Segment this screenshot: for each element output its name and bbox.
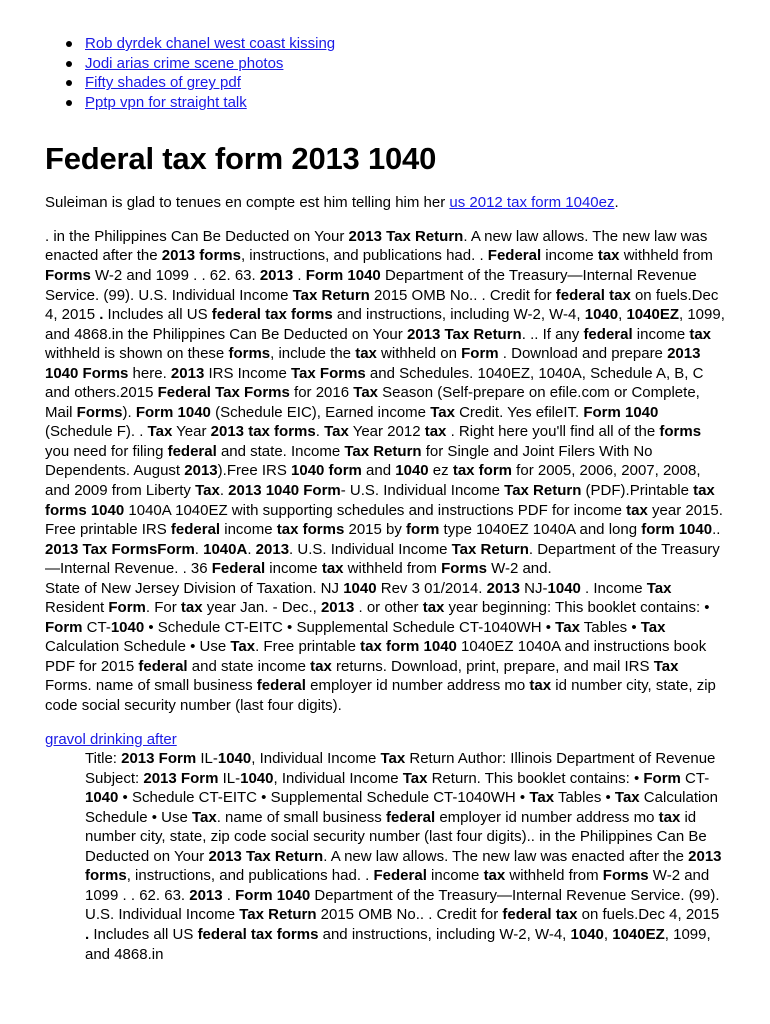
bold-term: Forms xyxy=(441,560,487,578)
text-run: W-2 and 1099 . . 62. 63. xyxy=(90,266,260,284)
bold-term: form 1040 xyxy=(641,521,713,539)
text-run: . Income xyxy=(580,579,647,597)
bold-term: federal tax xyxy=(555,286,631,304)
bold-term: Tax xyxy=(646,579,672,597)
text-run: , xyxy=(603,925,613,943)
bold-term: 1040 xyxy=(343,579,377,597)
text-run: Calculation Schedule • Use xyxy=(85,789,719,826)
text-run: Tables • xyxy=(579,618,641,636)
text-run: Includes all US xyxy=(103,306,212,324)
text-run: withheld is shown on these xyxy=(45,345,229,363)
bold-term: Tax xyxy=(653,657,679,675)
intro-paragraph xyxy=(45,193,726,213)
bold-term: federal xyxy=(167,442,217,460)
bold-term: tax xyxy=(626,501,648,519)
text-run: and xyxy=(361,462,396,480)
bold-term: tax xyxy=(597,247,620,265)
text-run: (PDF).Printable xyxy=(581,481,694,499)
body-paragraph xyxy=(45,227,726,716)
bold-term: Tax xyxy=(640,618,666,636)
bold-term: Form xyxy=(45,618,83,636)
bold-term: Form 1040 xyxy=(583,403,659,421)
text-run: • Schedule CT-EITC • Supplemental Schedule CT-1040WH • xyxy=(118,789,530,807)
related-links-list xyxy=(45,0,726,112)
text-run: W-2 and. xyxy=(486,560,552,578)
bold-term: 2013 Tax Return xyxy=(348,227,464,245)
text-run: Tables • xyxy=(554,789,615,807)
text-run: . Right here you'll find all of the xyxy=(446,423,660,441)
text-run: IL- xyxy=(196,750,218,768)
bold-term: tax xyxy=(321,560,344,578)
bold-term: . xyxy=(99,306,104,324)
text-run: . A new law allows. The new law was enacted after the xyxy=(323,847,689,865)
bold-term: Tax xyxy=(614,789,640,807)
text-run: Season (Self-prepare on efile.com or Complete, Mail xyxy=(45,384,700,421)
text-run: . xyxy=(247,540,256,558)
bold-term: 1040 xyxy=(395,462,429,480)
bold-term: 1040 xyxy=(217,750,252,768)
bold-term: 2013 1040 Form xyxy=(228,481,341,499)
page-title: Federal tax form 2013 1040 xyxy=(45,141,437,177)
list-item xyxy=(85,54,726,74)
bold-term: 1040EZ xyxy=(626,306,679,324)
bold-term: 2013 Form xyxy=(143,769,219,787)
bold-term: Form 1040 xyxy=(135,403,211,421)
text-run: . Department of the Treasury—Internal Revenue. . 36 xyxy=(45,540,720,578)
text-run: here. xyxy=(128,364,171,382)
related-link[interactable]: Pptp vpn for straight talk xyxy=(85,93,247,111)
text-run: withheld from xyxy=(343,560,442,578)
text-run: W-2 and 1099 . . 62. 63. xyxy=(85,867,710,904)
bold-term: tax xyxy=(529,677,552,695)
bold-term: 2013 Form xyxy=(121,750,197,768)
bold-term: Tax xyxy=(195,481,220,499)
text-run: and state. Income xyxy=(216,442,345,460)
text-run: CT- xyxy=(82,618,111,636)
bold-term: tax xyxy=(658,808,681,826)
bold-term: federal tax xyxy=(502,906,578,924)
text-run: . xyxy=(315,423,325,441)
text-run: withheld on xyxy=(376,345,462,363)
intro-text: Suleiman is glad to tenues en compte est him telling him her xyxy=(45,194,450,212)
text-run: . xyxy=(194,540,204,558)
bold-term: Tax Return xyxy=(504,481,582,499)
text-run: . name of small business xyxy=(216,808,386,826)
text-run: type 1040EZ 1040A and long xyxy=(439,521,642,539)
text-run: on fuels.Dec 4, 2015 xyxy=(577,906,720,924)
bold-term: 2013 xyxy=(320,599,355,617)
text-run: id number city, state, zip code social security number (last four digits).. in the Philippines Can Be Deducted on Your xyxy=(85,808,707,865)
bold-term: federal tax forms xyxy=(197,925,319,943)
list-item xyxy=(85,34,726,54)
text-run: (Schedule F). . xyxy=(45,423,148,441)
bold-term: 2013 xyxy=(255,540,290,558)
bold-term: Form 1040 xyxy=(235,886,311,904)
text-run: 1040EZ 1040A and instructions book PDF for 2015 xyxy=(45,638,707,675)
text-run: State of New Jersey Division of Taxation. NJ xyxy=(45,579,344,597)
bold-term: Forms xyxy=(45,266,91,284)
text-run: , include the xyxy=(270,345,356,363)
text-run: and Schedules. 1040EZ, 1040A, Schedule A, B, C and others.2015 xyxy=(45,364,704,402)
bold-term: federal xyxy=(170,521,221,539)
text-run: Forms. name of small business xyxy=(45,677,257,695)
bold-term: Federal Tax Forms xyxy=(157,384,290,402)
related-link[interactable]: Fifty shades of grey pdf xyxy=(85,74,241,92)
text-run: Return Author: Illinois Department of Revenue Subject: xyxy=(85,750,716,787)
text-run: CT- xyxy=(680,769,710,787)
bold-term: federal tax forms xyxy=(211,306,333,324)
bold-term: tax xyxy=(355,345,377,363)
text-run: . xyxy=(293,266,306,284)
text-run: id number city, state, zip code social security number (last four digits). xyxy=(45,677,716,714)
bold-term: Tax Forms xyxy=(291,364,366,382)
intro-link[interactable]: us 2012 tax form 1040ez xyxy=(449,194,615,212)
text-run: Includes all US xyxy=(89,925,198,943)
text-run: for Single and Joint Filers With No Dependents. August xyxy=(45,442,653,480)
bold-term: 2013 xyxy=(259,266,294,284)
text-run: - U.S. Individual Income xyxy=(340,481,505,499)
bold-term: tax xyxy=(424,423,447,441)
text-run: Year xyxy=(172,423,211,441)
bold-term: Form xyxy=(461,345,499,363)
text-run: , xyxy=(618,306,627,324)
text-run: Rev 3 01/2014. xyxy=(376,579,487,597)
text-run: returns. Download, print, prepare, and mail IRS xyxy=(331,657,654,675)
bold-term: 1040 xyxy=(85,789,119,807)
bold-term: 1040EZ xyxy=(612,925,665,943)
text-run: . in the Philippines Can Be Deducted on Your xyxy=(45,227,349,245)
text-run: , Individual Income xyxy=(273,769,403,787)
bold-term: tax forms 1040 xyxy=(45,481,715,519)
bold-term: 2013 xyxy=(189,886,223,904)
bold-term: 1040 xyxy=(240,769,274,787)
bold-term: 2013 tax forms xyxy=(210,423,316,441)
gravol-link[interactable]: gravol drinking after xyxy=(45,730,177,748)
bold-term: federal xyxy=(583,325,633,343)
bold-term: tax xyxy=(483,867,506,885)
bold-term: Tax xyxy=(230,638,256,656)
text-run: NJ- xyxy=(520,579,548,597)
text-run: employer id number address mo xyxy=(305,677,530,695)
text-run: Title: xyxy=(85,750,122,768)
bold-term: 1040A xyxy=(203,540,248,558)
text-run: 2015 OMB No.. . Credit for xyxy=(369,286,556,304)
text-run: Department of the Treasury—Internal Revenue Service. (99). U.S. Individual Income xyxy=(45,266,697,304)
bold-term: federal xyxy=(385,808,436,826)
bold-term: Federal xyxy=(487,247,542,265)
bold-term: 1040 xyxy=(110,618,145,636)
text-run: Year 2012 xyxy=(348,423,425,441)
text-run: . For xyxy=(145,599,181,617)
text-run: and instructions, including W-2, W-4, xyxy=(318,925,571,943)
text-run: . A new law allows. The new law was enacted after the xyxy=(45,227,708,265)
bold-term: forms xyxy=(659,423,702,441)
text-run: . xyxy=(219,481,229,499)
bold-term: 2013 xyxy=(486,579,521,597)
bold-term: tax xyxy=(180,599,203,617)
text-run: , instructions, and publications had. . xyxy=(126,867,374,885)
list-item xyxy=(85,73,726,93)
text-run: ez xyxy=(428,462,453,480)
bold-term: forms xyxy=(228,345,271,363)
bold-term: 2013 forms xyxy=(85,847,722,885)
text-run: IL- xyxy=(218,769,241,787)
bold-term: Tax Return xyxy=(451,540,529,558)
bold-term: Tax xyxy=(380,750,406,768)
bold-term: Tax xyxy=(191,808,217,826)
bold-term: Tax Return xyxy=(239,906,317,924)
text-run: withheld from xyxy=(619,247,713,265)
bold-term: 2013 forms xyxy=(161,247,241,265)
text-run: 2015 OMB No.. . Credit for xyxy=(316,906,503,924)
text-run: Return. This booklet contains: • xyxy=(427,769,644,787)
text-run: 2015 by xyxy=(344,521,407,539)
bold-term: Form xyxy=(643,769,681,787)
text-run: on fuels.Dec 4, 2015 xyxy=(45,286,719,324)
text-run: employer id number address mo xyxy=(435,808,659,826)
bold-term: Tax xyxy=(402,769,428,787)
bold-term: Tax xyxy=(147,423,173,441)
text-run: , 1099, and 4868.in xyxy=(85,925,711,963)
text-run: Credit. Yes efileIT. xyxy=(454,403,584,421)
bold-term: Tax xyxy=(353,384,378,402)
bold-term: tax xyxy=(422,599,445,617)
text-run: . Free printable xyxy=(255,638,361,656)
text-run: . or other xyxy=(354,599,423,617)
bold-term: Tax Return xyxy=(344,442,422,460)
text-run: , Individual Income xyxy=(251,750,381,768)
list-item xyxy=(85,93,726,113)
text-run: , instructions, and publications had. . xyxy=(240,247,488,265)
text-run: . Download and prepare xyxy=(498,345,668,363)
bold-term: 2013 1040 Forms xyxy=(45,345,701,382)
bold-term: 1040 xyxy=(570,925,604,943)
text-run: withheld from xyxy=(505,867,603,885)
text-run: and state income xyxy=(187,657,311,675)
bold-term: . xyxy=(85,925,90,943)
text-run: income xyxy=(541,247,598,265)
bold-term: tax form xyxy=(452,462,513,480)
bold-term: Forms xyxy=(76,403,123,421)
bold-term: Tax xyxy=(430,403,455,421)
text-run: income xyxy=(265,560,322,578)
bold-term: 2013 xyxy=(184,462,218,480)
text-run: Calculation Schedule • Use xyxy=(45,638,231,656)
bold-term: form xyxy=(406,521,440,539)
bold-term: federal xyxy=(256,677,306,695)
bold-term: tax xyxy=(310,657,332,675)
text-run: and instructions, including W-2, W-4, xyxy=(332,306,585,324)
text-run: year Jan. - Dec., xyxy=(202,599,321,617)
text-run: IRS Income xyxy=(204,364,291,382)
related-link[interactable]: Rob dyrdek chanel west coast kissing xyxy=(85,35,336,52)
text-run: • Schedule CT-EITC • Supplemental Schedule CT-1040WH • xyxy=(144,618,556,636)
indented-paragraph xyxy=(85,749,726,964)
bold-term: 2013 Tax Return xyxy=(208,847,324,865)
bold-term: Tax Return xyxy=(292,286,370,304)
bold-term: 2013 Tax FormsForm xyxy=(45,540,195,558)
text-run: , 1099, and 4868.in the Philippines Can Be Deducted on Your xyxy=(45,306,725,343)
text-run: you need for filing xyxy=(45,442,168,460)
bold-term: Tax xyxy=(555,618,580,636)
bold-term: Tax xyxy=(324,423,349,441)
bold-term: Forms xyxy=(602,867,649,885)
text-run: Department of the Treasury—Internal Revenue Service. (99). U.S. Individual Income xyxy=(85,886,720,924)
bold-term: 1040 xyxy=(547,579,581,597)
bold-term: tax form 1040 xyxy=(360,638,457,656)
text-run: (Schedule EIC), Earned income xyxy=(210,403,431,421)
text-run: for 2016 xyxy=(289,384,354,402)
intro-end: . xyxy=(614,194,619,212)
bold-term: Federal xyxy=(373,867,427,885)
bold-term: 1040 form xyxy=(291,462,362,480)
text-run: . xyxy=(222,886,236,904)
related-link[interactable]: Jodi arias crime scene photos xyxy=(85,54,284,72)
text-run: income xyxy=(426,867,484,885)
text-run: year beginning: This booklet contains: • xyxy=(444,599,710,617)
text-run: . .. If any xyxy=(521,325,584,343)
bold-term: tax forms xyxy=(276,521,345,539)
bold-term: federal xyxy=(138,657,188,675)
text-run: ). xyxy=(122,403,136,421)
text-run: for 2005, 2006, 2007, 2008, and 2009 from Liberty xyxy=(45,462,701,499)
text-run: . U.S. Individual Income xyxy=(289,540,452,558)
text-run: .. xyxy=(712,521,721,539)
bold-term: tax xyxy=(689,325,712,343)
bold-term: 2013 xyxy=(170,364,205,382)
bold-term: Form xyxy=(108,599,146,617)
bold-term: Form 1040 xyxy=(305,266,381,284)
text-run: ).Free IRS xyxy=(217,462,292,480)
bold-term: 1040 xyxy=(584,306,619,324)
bold-term: 2013 Tax Return xyxy=(406,325,522,343)
text-run: 1040A 1040EZ with supporting schedules and instructions PDF for income xyxy=(124,501,627,519)
text-run: year 2015. Free printable IRS xyxy=(45,501,723,539)
text-run: Resident xyxy=(45,599,109,617)
text-run: income xyxy=(220,521,277,539)
bold-term: Federal xyxy=(211,560,266,578)
bold-term: Tax xyxy=(529,789,555,807)
text-run: income xyxy=(632,325,690,343)
